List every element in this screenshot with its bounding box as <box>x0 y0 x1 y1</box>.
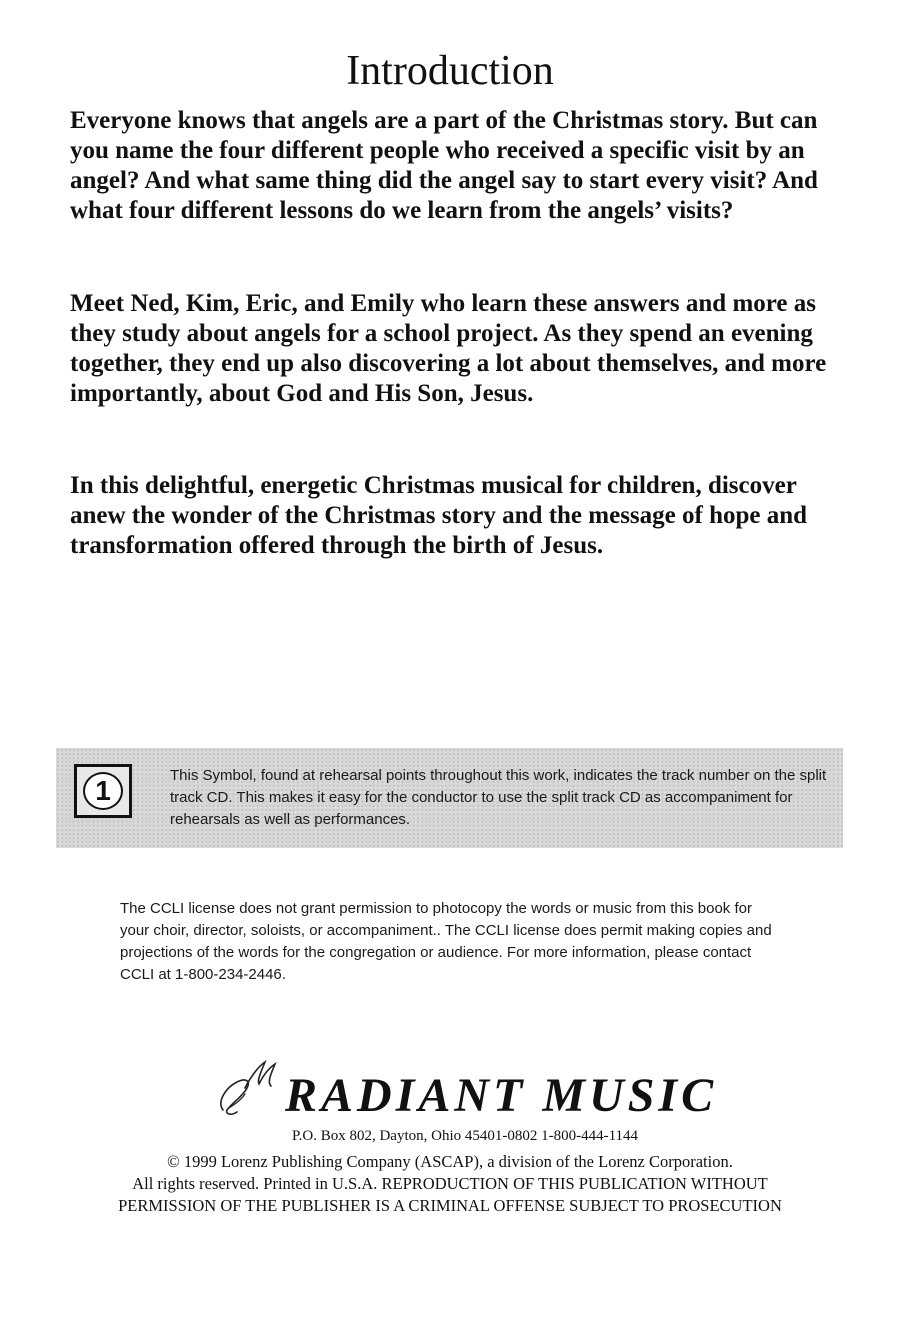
copyright-notice <box>0 1151 900 1217</box>
copyright-line-3: PERMISSION OF THE PUBLISHER IS A CRIMINAL OFFENSE SUBJECT TO PROSECUTION <box>118 1196 782 1215</box>
track-number: 1 <box>83 772 123 810</box>
track-symbol-description: This Symbol, found at rehearsal points throughout this work, indicates the track number on the split track CD. This makes it easy for the conductor to use the split track CD as accompaniment for rehearsals as well as performances. <box>170 767 827 828</box>
copyright-line-2: All rights reserved. Printed in U.S.A. REPRODUCTION OF THIS PUBLICATION WITHOUT <box>132 1174 768 1193</box>
page-title: Introduction <box>346 48 554 94</box>
track-number-icon <box>74 764 132 818</box>
copyright-line-1: © 1999 Lorenz Publishing Company (ASCAP), a division of the Lorenz Corporation. <box>167 1152 733 1171</box>
intro-paragraph-3: In this delightful, energetic Christmas musical for children, discover anew the wonder of the Christmas story and the message of hope and transformation offered through the birth of Jesus. <box>70 472 808 559</box>
intro-paragraph-2: Meet Ned, Kim, Eric, and Emily who learn these answers and more as they study about angels for a school project. As they spend an evening together, they end up also discovering a lot about themselves, and more importantly, about God and His Son, Jesus. <box>70 290 827 407</box>
intro-paragraph-1: Everyone knows that angels are a part of the Christmas story. But can you name the four different people who received a specific visit by an angel? And what same thing did the angel say to start every visit? And what four different lessons do we learn from the angels’ visits? <box>70 107 818 224</box>
radiant-music-logo-icon <box>215 1058 285 1120</box>
publisher-address: P.O. Box 802, Dayton, Ohio 45401-0802 1-800-444-1144 <box>291 1128 639 1144</box>
ccli-license-notice: The CCLI license does not grant permission to photocopy the words or music from this book for your choir, director, soloists, or accompaniment.. The CCLI license does permit making copies and projections of the words for the congregation or audience. For more information, please contact CCLI at 1-800-234-2446. <box>120 900 772 983</box>
track-symbol-notice <box>56 748 843 848</box>
publisher-name: RADIANT MUSIC <box>285 1069 718 1122</box>
